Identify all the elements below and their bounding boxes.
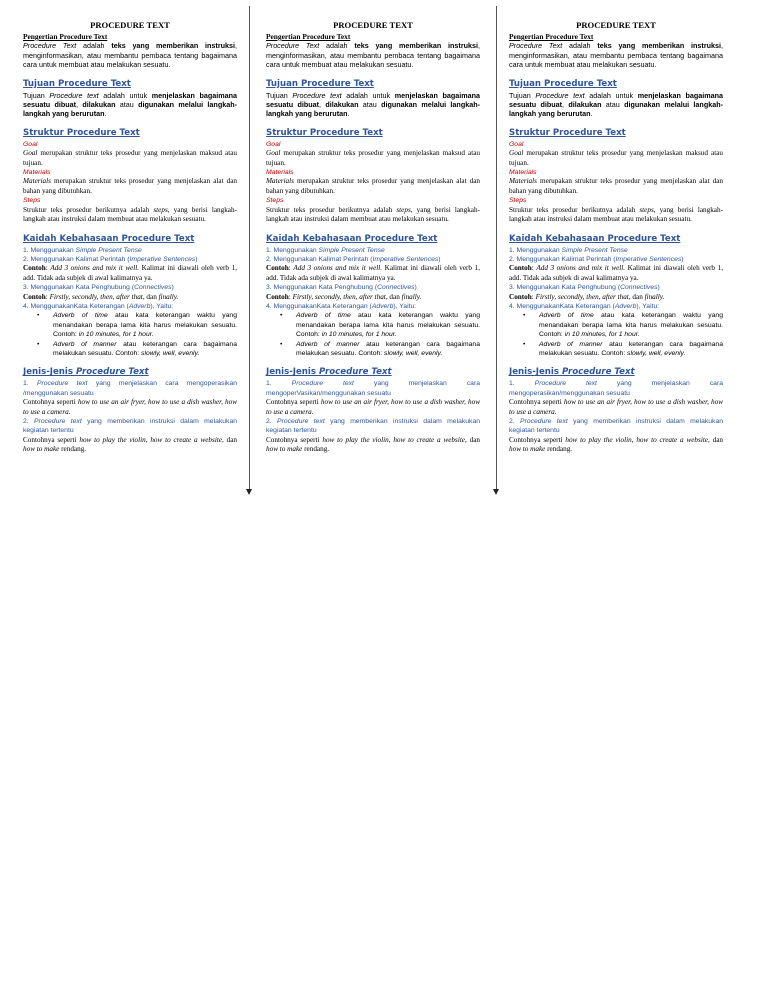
materials-paragraph: Materials merupakan struktur teks prosedur yang menjelaskan alat dan bahan yang dibutuhkan.	[266, 177, 480, 195]
column-divider-arrow	[249, 6, 250, 490]
tujuan-paragraph: Tujuan Procedure text adalah untuk menjelaskan bagaimana sesuatu dibuat, dilakukan atau digunakan melalui langkah-langkah yang berurutan.	[266, 90, 480, 119]
pengertian-paragraph: Procedure Text adalah teks yang memberikan instruksi, menginformasikan, atau membantu pembaca tentang bagaimana cara untuk membuat atau melakukan sesuatu.	[23, 41, 238, 70]
steps-paragraph: Struktur teks prosedur berikutnya adalah steps, yang berisi langkah-langkah atau instruksi dalam membuat atau melakukan sesuatu.	[23, 205, 237, 224]
pengertian-heading: Pengertian Procedure Text	[23, 32, 108, 41]
kaidah-example-2: Contoh: Firstly, secondly, then, after that, dan finally.	[23, 292, 179, 301]
jenis-item-1: 1. Procedure text yang menjelaskan cara mengoperVasikan/menggunakan sesuatu	[266, 380, 481, 397]
kaidah-heading: Kaidah Kebahasaan Procedure Text	[266, 233, 438, 244]
kaidah-item-3: 3. Menggunakan Kata Penghubung (Connectives)	[266, 284, 417, 292]
bullet-adverb-time: • Adverb of time atau kata keterangan waktu yang menandakan berapa lama kita harus melakukan sesuatu. Contoh: in 10 minutes, for 1 hour.	[280, 312, 480, 339]
jenis-item-2: 2. Procedure text yang memberikan instruksi dalam melakukan kegiatan tertentu	[23, 418, 238, 435]
steps-label: Steps	[23, 197, 41, 205]
jenis-example-1: Contohnya seperti how to use an air fryer, how to use a dish washer, how to use a camera.	[266, 398, 480, 416]
jenis-example-1: Contohnya seperti how to use an air fryer, how to use a dish washer, how to use a camera.	[509, 398, 723, 416]
jenis-heading: Jenis-Jenis Procedure Text	[23, 367, 149, 378]
materials-label: Materials	[509, 169, 537, 177]
tujuan-heading: Tujuan Procedure Text	[509, 78, 617, 89]
materials-label: Materials	[266, 169, 294, 177]
goal-label: Goal	[509, 140, 524, 148]
kaidah-item-2: 2. Menggunakan Kalimat Perintah (Imperative Sentences)	[23, 255, 198, 263]
goal-paragraph: Goal merupakan struktur teks prosedur yang menjelaskan maksud atau tujuan.	[266, 149, 480, 167]
jenis-example-1: Contohnya seperti how to use an air fryer, how to use a dish washer, how to use a camera.	[23, 398, 237, 416]
kaidah-item-2: 2. Menggunakan Kalimat Perintah (Imperative Sentences)	[266, 255, 441, 263]
kaidah-item-1: 1. Menggunakan Simple Present Tense	[509, 246, 628, 254]
tujuan-paragraph: Tujuan Procedure text adalah untuk menjelaskan bagaimana sesuatu dibuat, dilakukan atau digunakan melalui langkah-langkah yang berurutan.	[23, 90, 237, 119]
kaidah-example-1: Contoh: Add 3 onions and mix it well. Kalimat ini diawali oleh verb 1, add. Tidak ada subjek di awal kalimatnya ya.	[266, 264, 480, 282]
kaidah-item-4: 4. MenggunakanKata Keterangan (Adverb), Yaitu:	[23, 302, 174, 310]
kaidah-example-2: Contoh: Firstly, secondly, then, after that, dan finally.	[266, 292, 422, 301]
kaidah-item-1: 1. Menggunakan Simple Present Tense	[23, 246, 142, 254]
page-column-2	[266, 20, 480, 455]
column-divider-arrow	[496, 6, 497, 490]
bullet-icon: •	[280, 312, 283, 320]
kaidah-example-1: Contoh: Add 3 onions and mix it well. Kalimat ini diawali oleh verb 1, add. Tidak ada subjek di awal kalimatnya ya.	[23, 264, 237, 282]
struktur-heading: Struktur Procedure Text	[509, 127, 626, 138]
materials-paragraph: Materials merupakan struktur teks prosedur yang menjelaskan alat dan bahan yang dibutuhkan.	[23, 177, 237, 195]
pengertian-heading: Pengertian Procedure Text	[509, 32, 594, 41]
materials-paragraph: Materials merupakan struktur teks prosedur yang menjelaskan alat dan bahan yang dibutuhkan.	[509, 177, 723, 195]
bullet-adverb-manner: • Adverb of manner atau keterangan cara bagaimana melakukan sesuatu. Contoh: slowly, well, evenly.	[523, 340, 723, 357]
page-column-1	[23, 20, 237, 455]
jenis-heading: Jenis-Jenis Procedure Text	[509, 367, 635, 378]
jenis-heading: Jenis-Jenis Procedure Text	[266, 367, 392, 378]
jenis-example-2: Contohnya seperti how to play the violin, how to create a website, dan how to make rendang.	[509, 435, 724, 454]
jenis-item-1: 1. Procedure text yang menjelaskan cara mengoperasikan /menggunakan sesuatu	[23, 380, 238, 397]
jenis-example-2: Contohnya seperti how to play the violin, how to create a website, dan how to make rendang.	[266, 435, 481, 454]
steps-label: Steps	[509, 197, 527, 205]
steps-label: Steps	[266, 197, 284, 205]
tujuan-paragraph: Tujuan Procedure text adalah untuk menjelaskan bagaimana sesuatu dibuat, dilakukan atau digunakan melalui langkah-langkah yang berurutan.	[509, 90, 723, 119]
bullet-icon: •	[523, 312, 526, 320]
arrow-down-icon	[493, 489, 499, 495]
pengertian-paragraph: Procedure Text adalah teks yang memberikan instruksi, menginformasikan, atau membantu pembaca tentang bagaimana cara untuk membuat atau melakukan sesuatu.	[509, 41, 724, 70]
kaidah-heading: Kaidah Kebahasaan Procedure Text	[23, 233, 195, 244]
page-column-3	[509, 20, 723, 455]
bullet-icon: •	[280, 340, 283, 348]
kaidah-item-4: 4. MenggunakanKata Keterangan (Adverb), Yaitu:	[266, 302, 417, 310]
materials-label: Materials	[23, 169, 51, 177]
goal-paragraph: Goal merupakan struktur teks prosedur yang menjelaskan maksud atau tujuan.	[23, 149, 237, 167]
kaidah-item-3: 3. Menggunakan Kata Penghubung (Connectives)	[509, 284, 660, 292]
goal-paragraph: Goal merupakan struktur teks prosedur yang menjelaskan maksud atau tujuan.	[509, 149, 723, 167]
kaidah-item-1: 1. Menggunakan Simple Present Tense	[266, 246, 385, 254]
tujuan-heading: Tujuan Procedure Text	[266, 78, 374, 89]
kaidah-example-2: Contoh: Firstly, secondly, then, after that, dan finally.	[509, 292, 665, 301]
jenis-item-2: 2. Procedure text yang memberikan instruksi dalam melakukan kegiatan tertentu	[509, 418, 724, 435]
pengertian-paragraph: Procedure Text adalah teks yang memberikan instruksi, menginformasikan, atau membantu pembaca tentang bagaimana cara untuk membuat atau melakukan sesuatu.	[266, 41, 481, 70]
goal-label: Goal	[266, 140, 281, 148]
struktur-heading: Struktur Procedure Text	[23, 127, 140, 138]
bullet-adverb-time: • Adverb of time atau kata keterangan waktu yang menandakan berapa lama kita harus melakukan sesuatu. Contoh: in 10 minutes, for 1 hour.	[37, 312, 237, 339]
goal-label: Goal	[23, 140, 38, 148]
steps-paragraph: Struktur teks prosedur berikutnya adalah steps, yang berisi langkah-langkah atau instruksi dalam membuat atau melakukan sesuatu.	[266, 205, 480, 224]
bullet-adverb-time: • Adverb of time atau kata keterangan waktu yang menandakan berapa lama kita harus melakukan sesuatu. Contoh: in 10 minutes, for 1 hour.	[523, 312, 723, 339]
tujuan-heading: Tujuan Procedure Text	[23, 78, 131, 89]
kaidah-heading: Kaidah Kebahasaan Procedure Text	[509, 233, 681, 244]
kaidah-item-3: 3. Menggunakan Kata Penghubung (Connectives)	[23, 284, 174, 292]
bullet-icon: •	[37, 340, 40, 348]
jenis-item-1: 1. Procedure text yang menjelaskan cara mengoperasikan/menggunakan sesuatu	[509, 380, 724, 397]
jenis-item-2: 2. Procedure text yang memberikan instruksi dalam melakukan kegiatan tertentu	[266, 418, 481, 435]
kaidah-example-1: Contoh: Add 3 onions and mix it well. Kalimat ini diawali oleh verb 1, add. Tidak ada subjek di awal kalimatnya ya.	[509, 264, 723, 282]
steps-paragraph: Struktur teks prosedur berikutnya adalah steps, yang berisi langkah-langkah atau instruksi dalam membuat atau melakukan sesuatu.	[509, 205, 723, 224]
document-title: PROCEDURE TEXT	[333, 20, 413, 30]
bullet-icon: •	[523, 340, 526, 348]
kaidah-item-4: 4. MenggunakanKata Keterangan (Adverb), Yaitu:	[509, 302, 660, 310]
struktur-heading: Struktur Procedure Text	[266, 127, 383, 138]
bullet-icon: •	[37, 312, 40, 320]
document-title: PROCEDURE TEXT	[576, 20, 656, 30]
kaidah-item-2: 2. Menggunakan Kalimat Perintah (Imperative Sentences)	[509, 255, 684, 263]
bullet-adverb-manner: • Adverb of manner atau keterangan cara bagaimana melakukan sesuatu. Contoh: slowly, well, evenly.	[37, 340, 237, 357]
jenis-example-2: Contohnya seperti how to play the violin, how to create a website, dan how to make rendang.	[23, 435, 238, 454]
arrow-down-icon	[246, 489, 252, 495]
bullet-adverb-manner: • Adverb of manner atau keterangan cara bagaimana melakukan sesuatu. Contoh: slowly, well, evenly.	[280, 340, 480, 357]
pengertian-heading: Pengertian Procedure Text	[266, 32, 351, 41]
document-title: PROCEDURE TEXT	[90, 20, 170, 30]
